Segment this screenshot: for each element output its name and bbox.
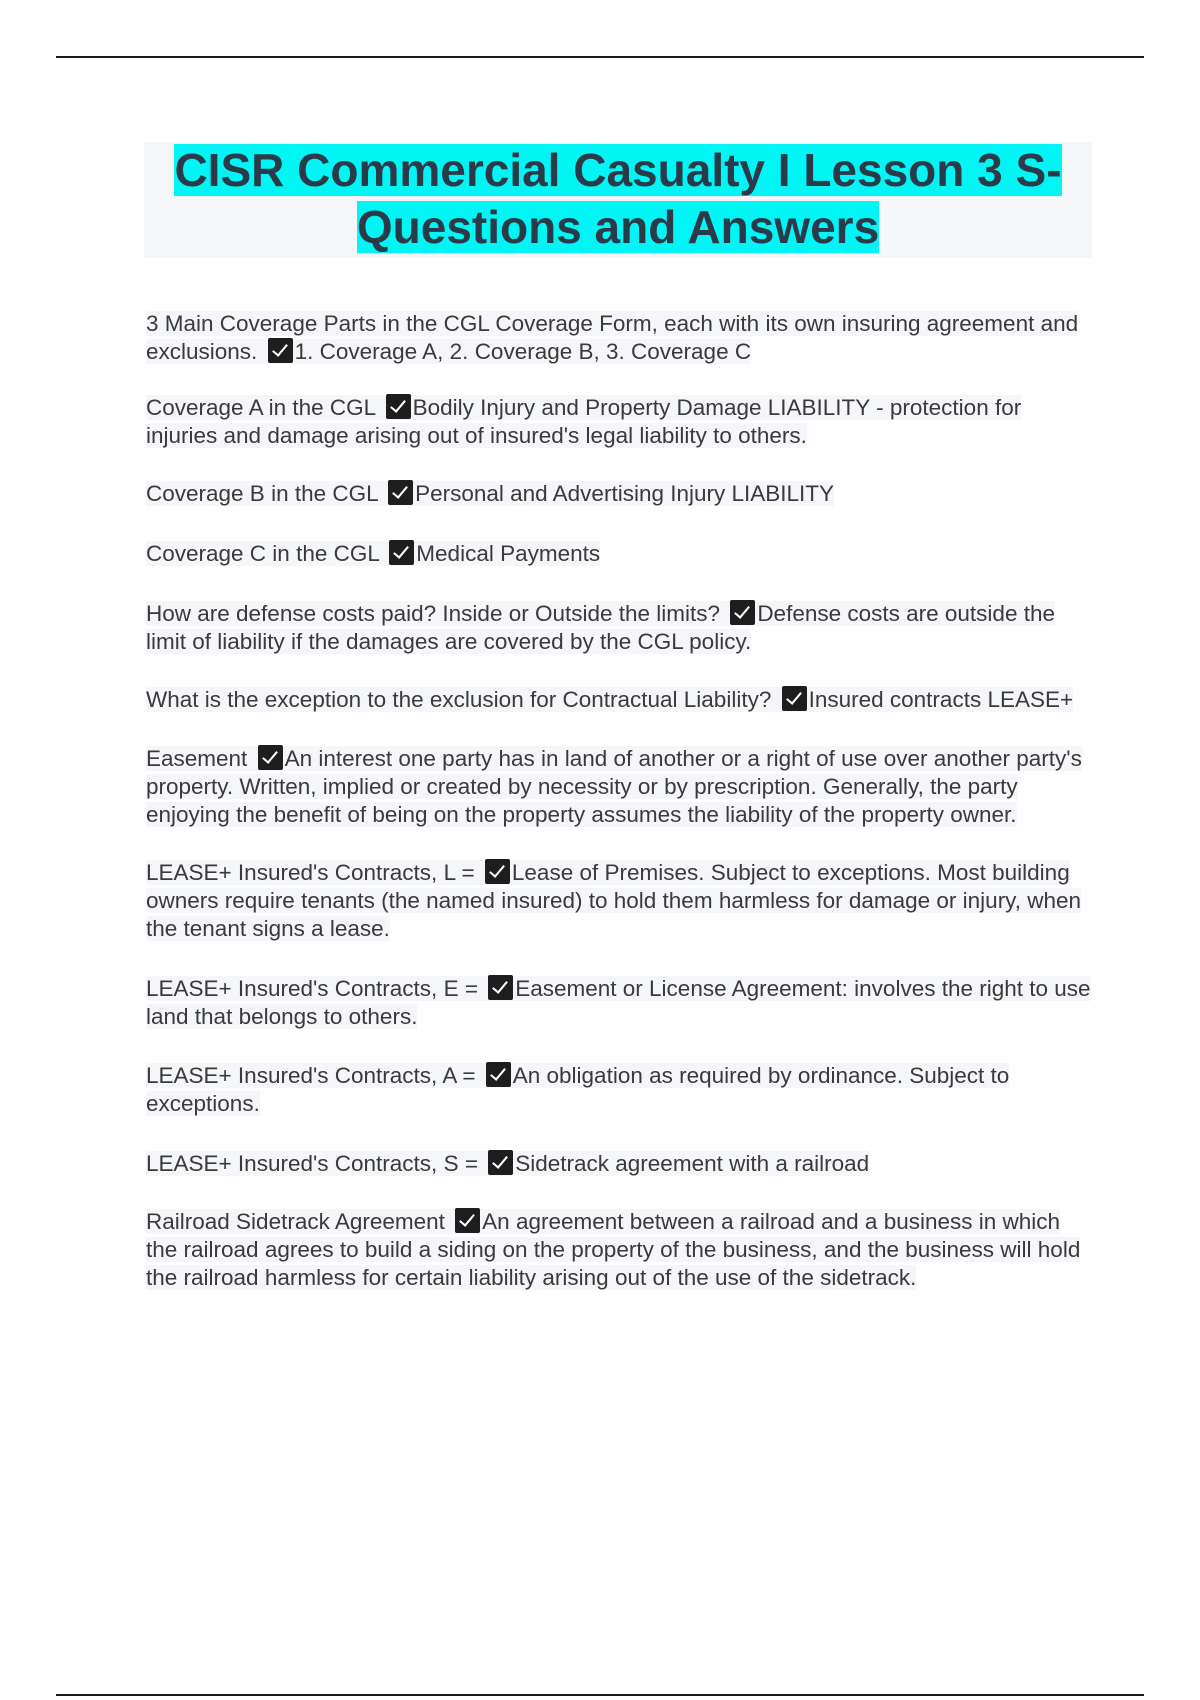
qa-question: LEASE+ Insured's Contracts, A = xyxy=(146,1063,476,1088)
qa-item xyxy=(146,600,1092,656)
qa-question: Railroad Sidetrack Agreement xyxy=(146,1209,445,1234)
checkmark-icon xyxy=(455,1208,480,1233)
qa-item xyxy=(146,394,1092,450)
qa-answer: Easement or License Agreement: involves the right to use land that belongs to others. xyxy=(146,976,1091,1029)
qa-question: LEASE+ Insured's Contracts, E = xyxy=(146,976,478,1001)
qa-answer: An obligation as required by ordinance. Subject to exceptions. xyxy=(146,1063,1010,1116)
checkmark-icon xyxy=(782,686,807,711)
checkmark-icon xyxy=(486,1062,511,1087)
qa-question: What is the exception to the exclusion for Contractual Liability? xyxy=(146,687,772,712)
qa-answer: Lease of Premises. Subject to exceptions. Most building owners require tenants (the named insured) to hold them harmless for damage or injury, when the tenant signs a lease. xyxy=(146,860,1082,941)
qa-item xyxy=(146,1150,1092,1178)
qa-item xyxy=(146,1062,1092,1118)
qa-question: Easement xyxy=(146,746,248,771)
checkmark-icon xyxy=(386,394,411,419)
qa-answer: Insured contracts LEASE+ xyxy=(808,687,1074,712)
qa-answer: Defense costs are outside the limit of liability if the damages are covered by the CGL policy. xyxy=(146,601,1055,654)
checkmark-icon xyxy=(388,480,413,505)
qa-item xyxy=(146,686,1092,714)
title-block xyxy=(144,142,1092,258)
qa-answer: Personal and Advertising Injury LIABILITY xyxy=(415,481,835,506)
qa-item xyxy=(146,745,1092,829)
checkmark-icon xyxy=(389,540,414,565)
checkmark-icon xyxy=(268,338,293,363)
title-line-2: Questions and Answers xyxy=(356,201,880,253)
checkmark-icon xyxy=(485,859,510,884)
qa-question: Coverage B in the CGL xyxy=(146,481,378,506)
qa-question: Coverage C in the CGL xyxy=(146,541,380,566)
header-rule xyxy=(56,56,1144,58)
qa-question: LEASE+ Insured's Contracts, S = xyxy=(146,1151,478,1176)
page-title xyxy=(144,142,1092,256)
qa-answer: Sidetrack agreement with a railroad xyxy=(515,1151,870,1176)
checkmark-icon xyxy=(258,745,283,770)
checkmark-icon xyxy=(488,1150,513,1175)
qa-question: 3 Main Coverage Parts in the CGL Coverage Form, each with its own insuring agreement and exclusions. xyxy=(146,311,1079,364)
qa-question: LEASE+ Insured's Contracts, L = xyxy=(146,860,475,885)
checkmark-icon xyxy=(488,975,513,1000)
qa-answer: Bodily Injury and Property Damage LIABILITY - protection for injuries and damage arising out of insured's legal liability to others. xyxy=(146,395,1022,448)
title-line-1: CISR Commercial Casualty I Lesson 3 S- xyxy=(174,144,1062,196)
qa-answer: An agreement between a railroad and a business in which the railroad agrees to build a siding on the property of the business, and the business will hold the railroad harmless for certain liability arising out of the use of the sidetrack. xyxy=(146,1209,1081,1290)
qa-list xyxy=(146,310,1092,1292)
qa-question: Coverage A in the CGL xyxy=(146,395,376,420)
qa-answer: 1. Coverage A, 2. Coverage B, 3. Coverage C xyxy=(294,339,752,364)
qa-item xyxy=(146,975,1092,1031)
qa-answer: An interest one party has in land of another or a right of use over another party's property. Written, implied or created by necessity or by prescription. Generally, the party enjoying the benefit of being on the property assumes the liability of the property owner. xyxy=(146,746,1082,827)
qa-item xyxy=(146,540,1092,568)
qa-answer: Medical Payments xyxy=(416,541,601,566)
qa-item xyxy=(146,480,1092,508)
checkmark-icon xyxy=(730,600,755,625)
qa-question: How are defense costs paid? Inside or Outside the limits? xyxy=(146,601,721,626)
qa-item xyxy=(146,1208,1092,1292)
qa-item xyxy=(146,310,1092,366)
qa-item xyxy=(146,859,1092,943)
footer-rule xyxy=(56,1694,1144,1696)
